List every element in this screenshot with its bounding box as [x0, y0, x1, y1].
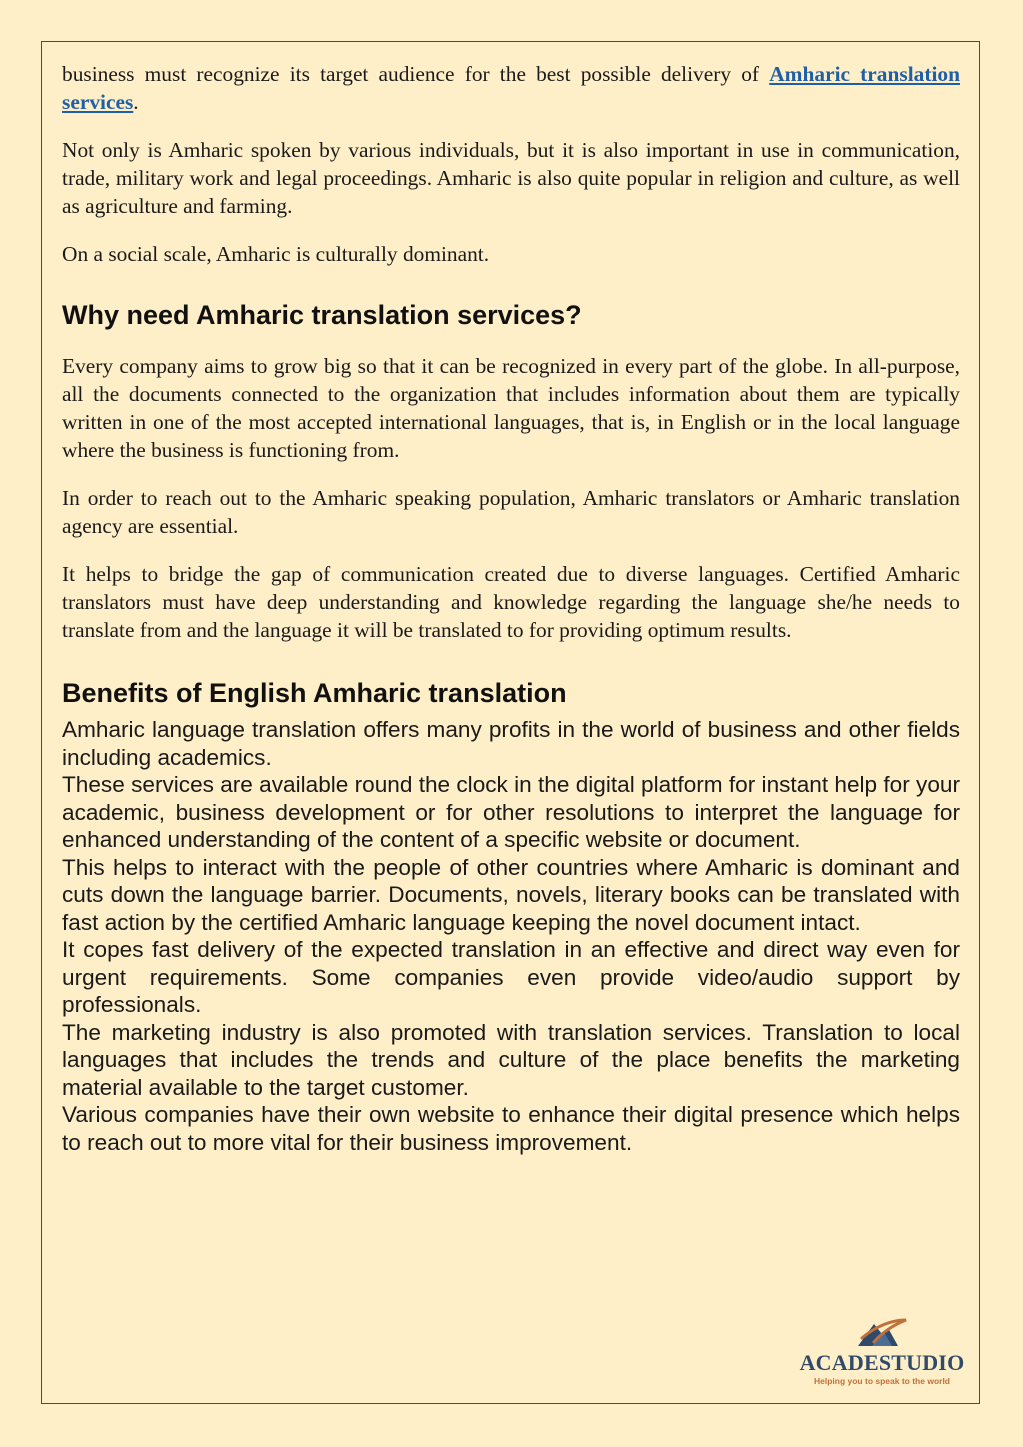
why-paragraph-2: In order to reach out to the Amharic speaking population, Amharic translators or Amharic translation agency are essential. [62, 486, 960, 538]
intro-paragraph-1-end: . [133, 90, 139, 114]
benefits-paragraph-3: This helps to interact with the people of other countries where Amharic is dominant and cuts down the language barrier. Documents, novels, literary books can be translated with fast action by the certified Amharic language keeping the novel document intact. [62, 854, 960, 935]
why-section-heading: Why need Amharic translation services? [62, 300, 582, 330]
benefits-paragraph-6: Various companies have their own website to enhance their digital presence which helps to reach out to more vital for their business improvement. [62, 1102, 960, 1155]
amharic-translation-services-link[interactable]: Amharic translation services [62, 62, 960, 114]
why-paragraph-3: It helps to bridge the gap of communication created due to diverse languages. Certified Amharic translators must have deep understanding and knowledge regarding the language she/he needs to translate from and the language it will be translated to for providing optimum results. [62, 562, 960, 642]
benefits-paragraph-4: It copes fast delivery of the expected translation in an effective and direct way even for urgent requirements. Some companies even provide video/audio support by professionals. [62, 937, 960, 1017]
why-paragraph-1: Every company aims to grow big so that it can be recognized in every part of the globe. In all-purpose, all the documents connected to the organization that includes information about them are typically written in one of the most accepted international languages, that is, in English or in the local language where the business is functioning from. [62, 354, 960, 462]
logo-name: ACADESTUDIO [799, 1350, 965, 1375]
acadestudio-logo [798, 1316, 966, 1386]
benefits-section-heading: Benefits of English Amharic translation [62, 678, 567, 708]
benefits-paragraph-2: These services are available round the clock in the digital platform for instant help for your academic, business development or for other resolutions to interpret the language for enhanced understanding of the content of a specific website or document. [62, 772, 960, 852]
benefits-paragraph-1: Amharic language translation offers many profits in the world of business and other fields including academics. [62, 717, 960, 770]
intro-paragraph-3: On a social scale, Amharic is culturally dominant. [62, 242, 490, 266]
benefits-list [62, 716, 960, 1156]
intro-paragraph-1-text: business must recognize its target audience for the best possible delivery of [62, 62, 770, 86]
document-content [62, 60, 960, 1156]
benefits-paragraph-5: The marketing industry is also promoted with translation services. Translation to local languages that includes the trends and culture of the place benefits the marketing material available to the target customer. [62, 1019, 960, 1100]
acadestudio-logo-icon [854, 1316, 910, 1348]
intro-paragraph-1 [62, 60, 960, 116]
logo-tagline: Helping you to speak to the world [813, 1376, 950, 1386]
intro-paragraph-2: Not only is Amharic spoken by various individuals, but it is also important in use in communication, trade, military work and legal proceedings. Amharic is also quite popular in religion and culture, as well as agriculture and farming. [62, 138, 960, 218]
